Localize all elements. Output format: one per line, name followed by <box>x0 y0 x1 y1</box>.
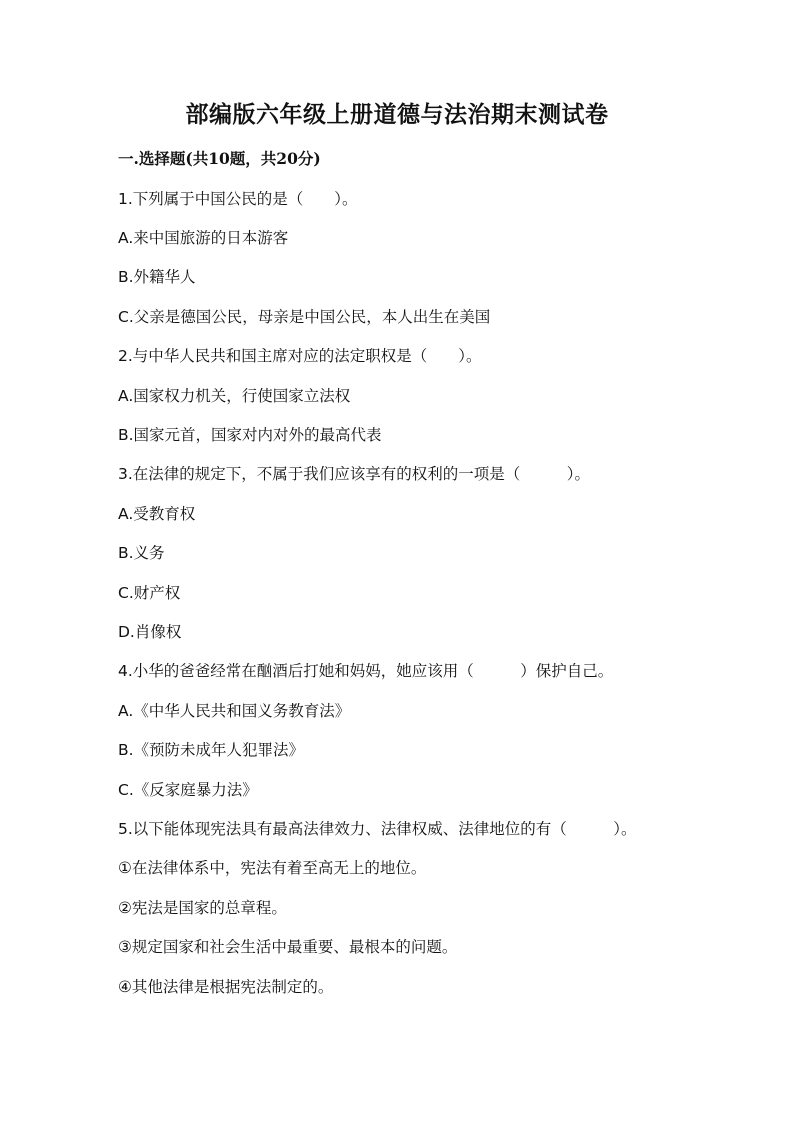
question-4-option-b: B.《预防未成年人犯罪法》 <box>118 741 305 759</box>
question-4-stem: 4.小华的爸爸经常在酗酒后打她和妈妈，她应该用（ ）保护自己。 <box>118 662 614 680</box>
question-5-stem: 5.以下能体现宪法具有最高法律效力、法律权威、法律地位的有（ ）。 <box>118 820 637 838</box>
question-2-option-a: A.国家权力机关，行使国家立法权 <box>118 387 351 405</box>
question-1-option-a: A.来中国旅游的日本游客 <box>118 229 289 247</box>
question-2-stem: 2.与中华人民共和国主席对应的法定职权是（ ）。 <box>118 347 482 365</box>
question-3-option-d: D.肖像权 <box>118 623 182 641</box>
question-3-option-a: A.受教育权 <box>118 505 196 523</box>
question-1-stem: 1.下列属于中国公民的是（ ）。 <box>118 190 358 208</box>
question-5-statement-1: ①在法律体系中，宪法有着至高无上的地位。 <box>118 859 427 877</box>
question-1-option-c: C.父亲是德国公民，母亲是中国公民，本人出生在美国 <box>118 308 491 326</box>
question-3-option-b: B.义务 <box>118 544 165 562</box>
page-title: 部编版六年级上册道德与法治期末测试卷 <box>185 101 609 128</box>
question-4-option-a: A.《中华人民共和国义务教育法》 <box>118 702 351 720</box>
question-5-statement-2: ②宪法是国家的总章程。 <box>118 899 287 917</box>
question-1-option-b: B.外籍华人 <box>118 268 196 286</box>
question-5-statement-3: ③规定国家和社会生活中最重要、最根本的问题。 <box>118 938 458 956</box>
question-3-stem: 3.在法律的规定下，不属于我们应该享有的权利的一项是（ ）。 <box>118 465 591 483</box>
section-heading: 一.选择题(共10题，共20分) <box>118 149 321 168</box>
question-5-statement-4: ④其他法律是根据宪法制定的。 <box>118 978 334 996</box>
question-4-option-c: C.《反家庭暴力法》 <box>118 781 258 799</box>
question-2-option-b: B.国家元首，国家对内对外的最高代表 <box>118 426 382 444</box>
question-3-option-c: C.财产权 <box>118 584 181 602</box>
